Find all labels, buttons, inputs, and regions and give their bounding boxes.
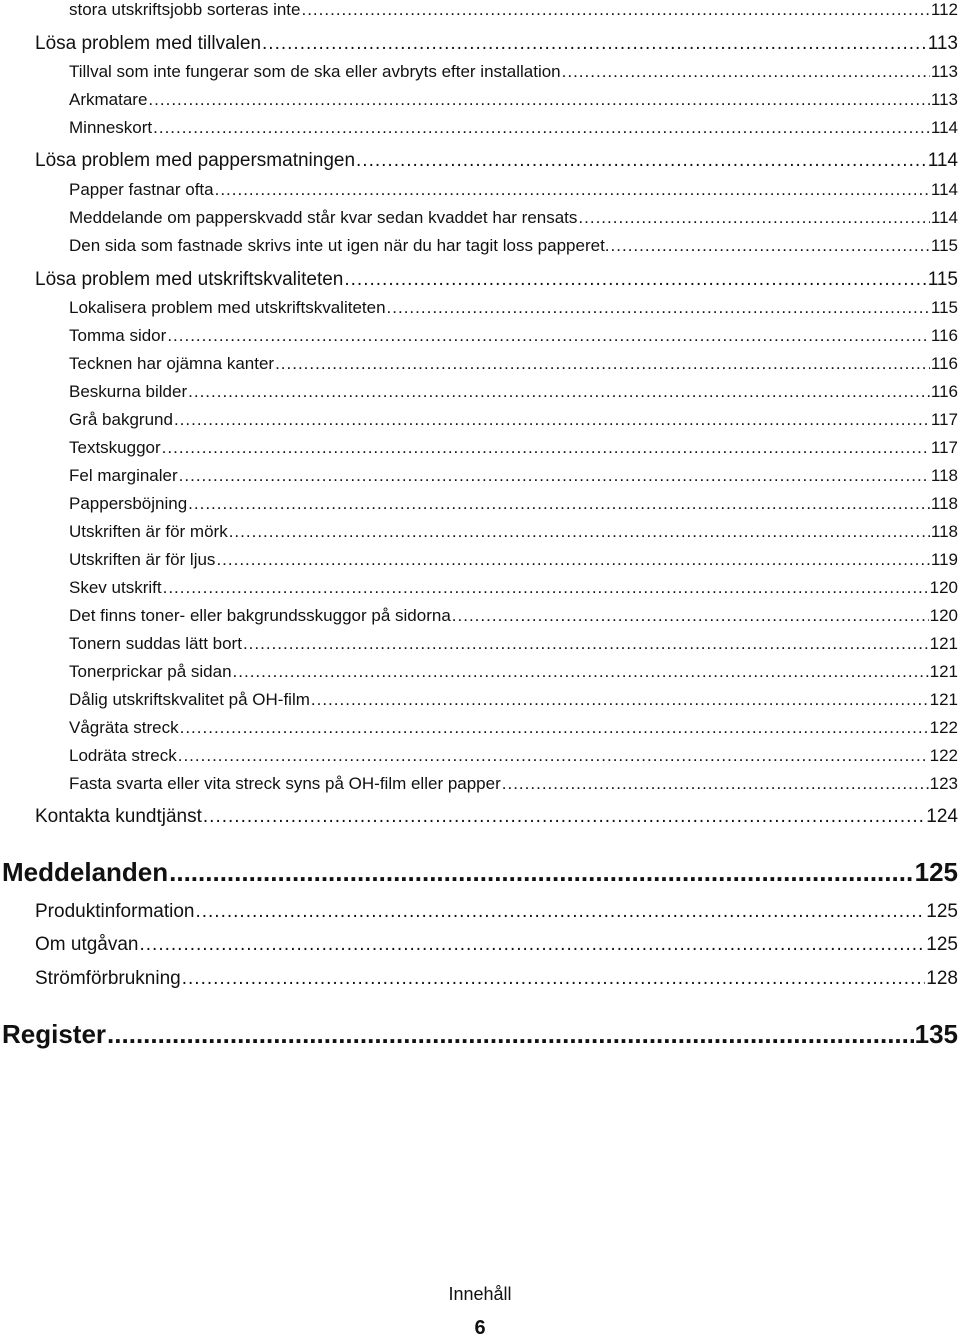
toc-dot-leader xyxy=(167,326,930,346)
toc-entry-page: 121 xyxy=(929,690,958,709)
toc-subsection-entry[interactable] xyxy=(69,438,958,458)
toc-entry-page: 112 xyxy=(930,0,958,19)
toc-subsection-entry[interactable] xyxy=(69,90,958,110)
toc-entry-page: 115 xyxy=(927,269,958,290)
toc-subsection-entry[interactable] xyxy=(69,578,958,598)
toc-dot-leader xyxy=(195,901,925,923)
toc-dot-leader xyxy=(169,857,913,888)
toc-dot-leader xyxy=(311,690,929,710)
toc-entry-title: Beskurna bilder xyxy=(69,382,188,401)
toc-section-entry[interactable] xyxy=(35,934,958,956)
toc-entry-page: 113 xyxy=(930,62,958,81)
toc-dot-leader xyxy=(178,746,929,766)
toc-entry-title: Tonern suddas lätt bort xyxy=(69,634,242,653)
toc-subsection-entry[interactable] xyxy=(69,326,958,346)
toc-dot-leader xyxy=(562,62,930,82)
footer-section-label: Innehåll xyxy=(448,1284,512,1304)
toc-entry-title: Lodräta streck xyxy=(69,746,177,765)
toc-dot-leader xyxy=(611,236,930,256)
toc-section-entry[interactable] xyxy=(35,33,958,55)
toc-dot-leader xyxy=(174,410,930,430)
toc-entry-title: Arkmatare xyxy=(69,90,148,109)
toc-dot-leader xyxy=(262,33,927,55)
toc-entry-title: Fasta svarta eller vita streck syns på OH-film eller papper xyxy=(69,774,501,793)
toc-entry-page: 113 xyxy=(930,90,958,109)
toc-entry-page: 123 xyxy=(929,774,958,793)
toc-dot-leader xyxy=(578,208,929,228)
toc-section-entry[interactable] xyxy=(35,150,958,172)
toc-subsection-entry[interactable] xyxy=(69,494,958,514)
toc-entry-title: Om utgåvan xyxy=(35,934,139,955)
toc-entry-page: 116 xyxy=(930,382,958,401)
toc-section-entry[interactable] xyxy=(35,806,958,828)
toc-entry-title: Lösa problem med pappersmatningen xyxy=(35,150,356,171)
toc-dot-leader xyxy=(148,90,929,110)
toc-dot-leader xyxy=(162,438,930,458)
toc-entry-title: Minneskort xyxy=(69,118,153,137)
toc-dot-leader xyxy=(243,634,929,654)
toc-section-entry[interactable] xyxy=(35,968,958,990)
toc-dot-leader xyxy=(215,180,930,200)
toc-entry-page: 115 xyxy=(930,298,958,317)
toc-entry-title: stora utskriftsjobb sorteras inte xyxy=(69,0,301,19)
toc-dot-leader xyxy=(356,150,927,172)
toc-entry-page: 121 xyxy=(929,662,958,681)
toc-entry-page: 118 xyxy=(930,522,958,541)
toc-subsection-entry[interactable] xyxy=(69,522,958,542)
toc-entry-page: 114 xyxy=(930,180,958,199)
toc-subsection-entry[interactable] xyxy=(69,236,958,256)
toc-dot-leader xyxy=(140,934,926,956)
toc-entry-title: Tonerprickar på sidan xyxy=(69,662,232,681)
toc-section-entry[interactable] xyxy=(35,901,958,923)
toc-dot-leader xyxy=(203,806,925,828)
toc-entry-page: 118 xyxy=(930,466,958,485)
toc-dot-leader xyxy=(452,606,929,626)
toc-entry-page: 119 xyxy=(930,550,958,569)
toc-dot-leader xyxy=(153,118,930,138)
toc-entry-page: 114 xyxy=(930,208,958,227)
toc-entry-title: Skev utskrift xyxy=(69,578,162,597)
toc-entry-title: Kontakta kundtjänst xyxy=(35,806,202,827)
toc-entry-title: Dålig utskriftskvalitet på OH-film xyxy=(69,690,310,709)
toc-entry-page: 115 xyxy=(930,236,958,255)
toc-entry-page: 125 xyxy=(914,857,958,887)
toc-subsection-entry[interactable] xyxy=(69,662,958,682)
toc-entry-page: 122 xyxy=(929,718,958,737)
toc-entry-title: Tillval som inte fungerar som de ska eller avbryts efter installation xyxy=(69,62,561,81)
toc-entry-title: Papper fastnar ofta xyxy=(69,180,214,199)
toc-entry-title: Strömförbrukning xyxy=(35,968,181,989)
toc-dot-leader xyxy=(180,718,929,738)
toc-subsection-entry[interactable] xyxy=(69,180,958,200)
toc-entry-page: 135 xyxy=(914,1019,958,1049)
toc-entry-page: 128 xyxy=(926,968,958,989)
toc-entry-title: Textskuggor xyxy=(69,438,161,457)
toc-entry-page: 121 xyxy=(929,634,958,653)
toc-subsection-entry[interactable] xyxy=(69,382,958,402)
toc-entry-title: Grå bakgrund xyxy=(69,410,173,429)
toc-dot-leader xyxy=(188,494,930,514)
toc-entry-page: 120 xyxy=(929,578,958,597)
toc-entry-page: 114 xyxy=(927,150,958,171)
toc-chapter-entry[interactable] xyxy=(2,1019,958,1050)
toc-dot-leader xyxy=(188,382,930,402)
toc-subsection-entry[interactable] xyxy=(69,634,958,654)
toc-entry-title: Lokalisera problem med utskriftskvaliteten xyxy=(69,298,386,317)
toc-subsection-entry[interactable] xyxy=(69,690,958,710)
toc-chapter-entry[interactable] xyxy=(2,857,958,888)
toc-entry-title: Lösa problem med utskriftskvaliteten xyxy=(35,269,344,290)
toc-dot-leader xyxy=(233,662,929,682)
toc-entry-title: Fel marginaler xyxy=(69,466,178,485)
toc-subsection-entry[interactable] xyxy=(69,62,958,82)
toc-entry-page: 116 xyxy=(930,354,958,373)
toc-subsection-entry[interactable] xyxy=(69,354,958,374)
toc-dot-leader xyxy=(502,774,929,794)
toc-entry-title: Lösa problem med tillvalen xyxy=(35,33,262,54)
toc-entry-title: Utskriften är för ljus xyxy=(69,550,216,569)
toc-dot-leader xyxy=(107,1019,914,1050)
toc-entry-page: 120 xyxy=(929,606,958,625)
toc-subsection-entry[interactable] xyxy=(69,410,958,430)
toc-dot-leader xyxy=(179,466,930,486)
toc-entry-title: Vågräta streck xyxy=(69,718,179,737)
toc-dot-leader xyxy=(387,298,930,318)
toc-dot-leader xyxy=(216,550,929,570)
toc-entry-page: 122 xyxy=(929,746,958,765)
toc-subsection-entry[interactable] xyxy=(69,298,958,318)
toc-dot-leader xyxy=(229,522,930,542)
toc-entry-title: Den sida som fastnade skrivs inte ut igen när du har tagit loss papperet. xyxy=(69,236,610,255)
toc-entry-title: Det finns toner- eller bakgrundsskuggor på sidorna xyxy=(69,606,451,625)
toc-dot-leader xyxy=(182,968,926,990)
toc-subsection-entry[interactable] xyxy=(69,606,958,626)
toc-entry-page: 118 xyxy=(930,494,958,513)
toc-entry-page: 117 xyxy=(930,438,958,457)
toc-subsection-entry[interactable] xyxy=(69,718,958,738)
toc-subsection-entry[interactable] xyxy=(69,550,958,570)
toc-entry-page: 116 xyxy=(930,326,958,345)
toc-subsection-entry[interactable] xyxy=(69,746,958,766)
toc-entry-page: 114 xyxy=(930,118,958,137)
toc-dot-leader xyxy=(275,354,930,374)
toc-entry-title: Tecknen har ojämna kanter xyxy=(69,354,275,373)
toc-subsection-entry[interactable] xyxy=(69,208,958,228)
toc-entry-title: Utskriften är för mörk xyxy=(69,522,228,541)
toc-entry-page: 125 xyxy=(926,901,958,922)
toc-entry-title: Produktinformation xyxy=(35,901,195,922)
toc-entry-title: Meddelande om papperskvadd står kvar sedan kvaddet har rensats xyxy=(69,208,578,227)
toc-entry-page: 117 xyxy=(930,410,958,429)
toc-dot-leader xyxy=(344,269,926,291)
toc-entry-title: Meddelanden xyxy=(2,857,169,887)
toc-dot-leader xyxy=(163,578,929,598)
toc-entry-title: Tomma sidor xyxy=(69,326,167,345)
toc-subsection-entry[interactable] xyxy=(69,774,958,794)
toc-entry-title: Pappersböjning xyxy=(69,494,188,513)
footer-page-number: 6 xyxy=(474,1317,486,1339)
toc-section-entry[interactable] xyxy=(35,269,958,291)
toc-entry-page: 124 xyxy=(926,806,958,827)
toc-subsection-entry[interactable] xyxy=(69,466,958,486)
toc-subsection-entry[interactable] xyxy=(69,0,958,20)
toc-dot-leader xyxy=(301,0,929,20)
toc-subsection-entry[interactable] xyxy=(69,118,958,138)
toc-entry-page: 113 xyxy=(927,33,958,54)
toc-entry-page: 125 xyxy=(926,934,958,955)
toc-entry-title: Register xyxy=(2,1019,107,1049)
